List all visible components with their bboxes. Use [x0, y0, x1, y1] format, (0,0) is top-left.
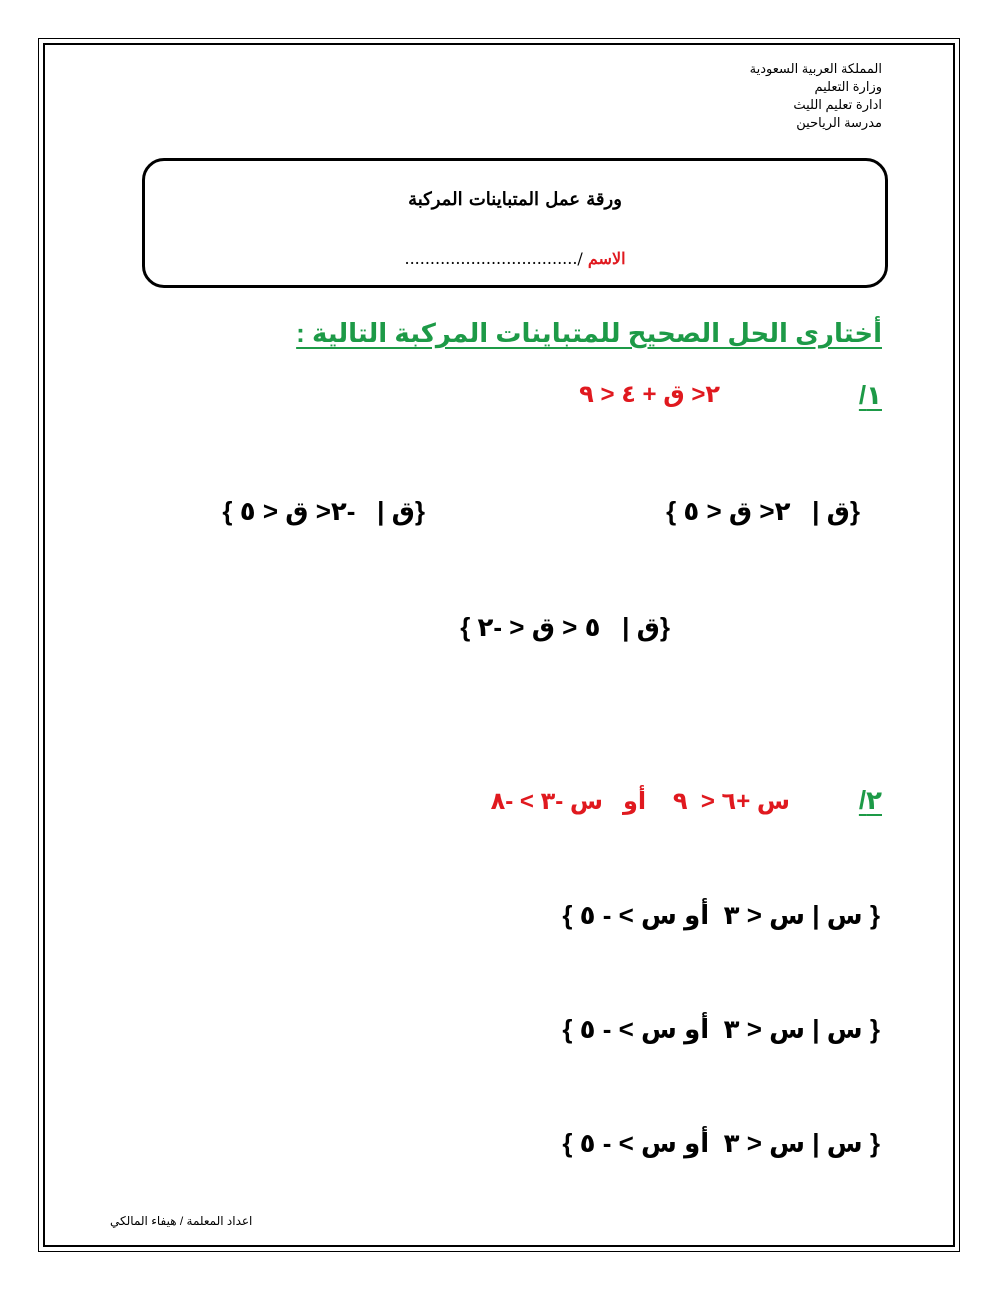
worksheet-title: ورقة عمل المتباينات المركبة: [408, 189, 622, 210]
question-1-option-1[interactable]: {ق | ٢< ق < ٥ }: [666, 496, 860, 526]
header-line-school: مدرسة الرياحين: [796, 115, 882, 130]
question-1-expression: ٢< ق + ٤ < ٩: [579, 381, 720, 408]
question-1-number: ١/: [858, 380, 882, 410]
instruction-heading: أختارى الحل الصحيح للمتباينات المركبة التالية :: [296, 318, 882, 348]
header-line-ministry: وزارة التعليم: [814, 79, 882, 94]
header-line-administration: ادارة تعليم الليث: [793, 97, 882, 112]
question-2-option-1[interactable]: { س | س < ٣ أو س > - ٥ }: [562, 900, 880, 930]
question-2-expression: س +٦ < ٩ أو س -٣ > -٨: [490, 788, 790, 815]
question-2-option-3[interactable]: { س | س < ٣ أو س > - ٥ }: [562, 1128, 880, 1158]
question-2-option-2[interactable]: { س | س < ٣ أو س > - ٥ }: [562, 1014, 880, 1044]
name-label: الاسم: [587, 249, 626, 268]
question-1-option-3[interactable]: {ق | ٥ < ق < -٢ }: [460, 612, 670, 642]
footer-credit: اعداد المعلمة / هيفاء المالكي: [110, 1214, 253, 1228]
header-block: [750, 60, 882, 132]
name-field[interactable]: [145, 249, 885, 268]
question-2-number: ٢/: [858, 785, 882, 815]
name-blank[interactable]: /..................................: [404, 249, 588, 268]
question-1-option-2[interactable]: {ق | -٢< ق < ٥ }: [222, 496, 425, 526]
header-line-country: المملكة العربية السعودية: [749, 61, 882, 76]
title-box: [142, 158, 888, 288]
